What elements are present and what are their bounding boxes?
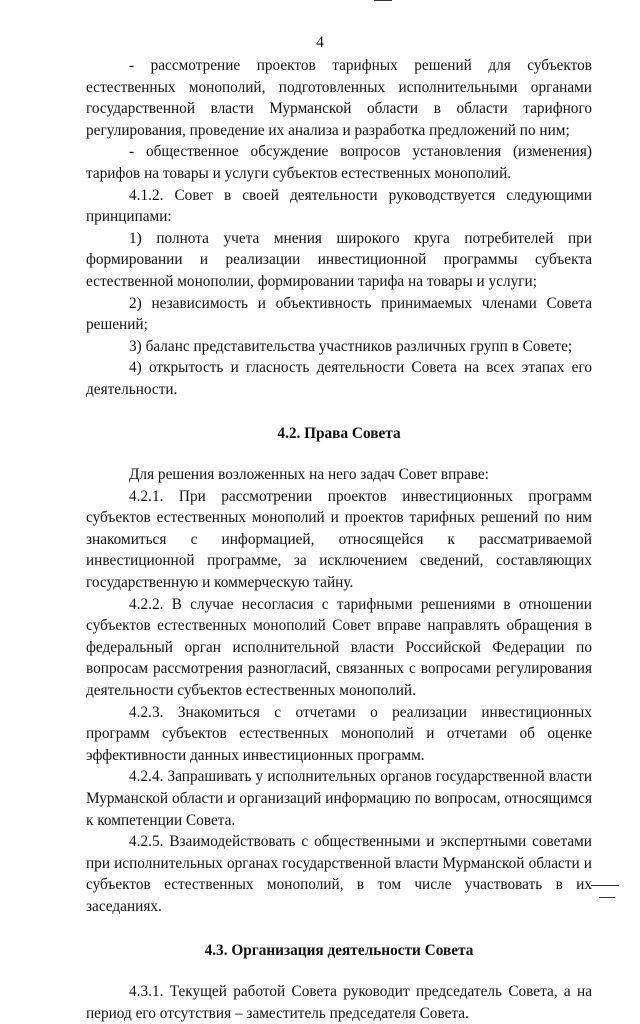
paragraph-rights-intro: Для решения возложенных на него задач Совет вправе: bbox=[129, 466, 489, 484]
paragraph-4-2-1: 4.2.1. При рассмотрении проектов инвестиционных программ субъектов естественных монополий и проектов тарифных решений по ним знакомиться с информацией, относящейся к рассматриваемой инвестиционной программе, за исключением сведений, составляющих государственную и коммерческую тайну. bbox=[86, 487, 592, 592]
paragraph-principle-4: 4) открытость и гласность деятельности Совета на всех этапах его деятельности. bbox=[86, 359, 592, 398]
paragraph-bullet-discussion: - общественное обсуждение вопросов установления (изменения) тарифов на товары и услуги субъектов естественных монополий. bbox=[86, 143, 592, 182]
paragraph-principle-1: 1) полнота учета мнения широкого круга потребителей при формировании и реализации инвестиционной программы субъекта естественной монополии, формировании тарифа на товары и услуги; bbox=[86, 229, 592, 290]
paragraph-4-2-4: 4.2.4. Запрашивать у исполнительных органов государственной власти Мурманской области и организаций информацию по вопросам, относящимся к компетенции Совета. bbox=[86, 768, 592, 829]
paragraph-4-3-1: 4.3.1. Текущей работой Совета руководит председатель Совета, а на период его отсутствия – заместитель председателя Совета. bbox=[86, 983, 592, 1022]
scan-mark-bottom bbox=[591, 885, 619, 886]
paragraph-principle-2: 2) независимость и объективность принимаемых членами Совета решений; bbox=[86, 294, 592, 334]
section-heading-4-2: 4.2. Права Совета bbox=[277, 424, 401, 442]
section-heading-4-3: 4.3. Организация деятельности Совета bbox=[204, 941, 474, 959]
scan-mark-bottom-2 bbox=[599, 897, 615, 898]
document-body bbox=[86, 55, 592, 1024]
paragraph-4-2-5: 4.2.5. Взаимодействовать с общественными и экспертными советами при исполнительных органах государственной власти Мурманской области и субъектов естественных монополий, в том числе участвовать в их заседаниях. bbox=[86, 833, 592, 915]
paragraph-bullet-review: - рассмотрение проектов тарифных решений для субъектов естественных монополий, подготовленных исполнительными органами государственной власти Мурманской области в области тарифного регулирования, проведение их анализа и разработка предложений по ним; bbox=[86, 57, 592, 139]
scan-mark-top bbox=[374, 0, 392, 1]
paragraph-4-1-2: 4.1.2. Совет в своей деятельности руководствуется следующими принципами: bbox=[86, 186, 592, 226]
page-number: 4 bbox=[316, 34, 324, 51]
paragraph-4-2-2: 4.2.2. В случае несогласия с тарифными решениями в отношении субъектов естественных монополий Совет вправе направлять обращения в федеральный орган исполнительной власти Российской Федерации по вопросам рассмотрения разногласий, связанных с вопросами регулирования деятельности субъектов естественных монополий. bbox=[86, 595, 592, 700]
paragraph-principle-3: 3) баланс представительства участников различных групп в Совете; bbox=[129, 337, 573, 355]
paragraph-4-2-3: 4.2.3. Знакомиться с отчетами о реализации инвестиционных программ субъектов естественных монополий и отчетами об оценке эффективности данных инвестиционных программ. bbox=[86, 703, 592, 764]
